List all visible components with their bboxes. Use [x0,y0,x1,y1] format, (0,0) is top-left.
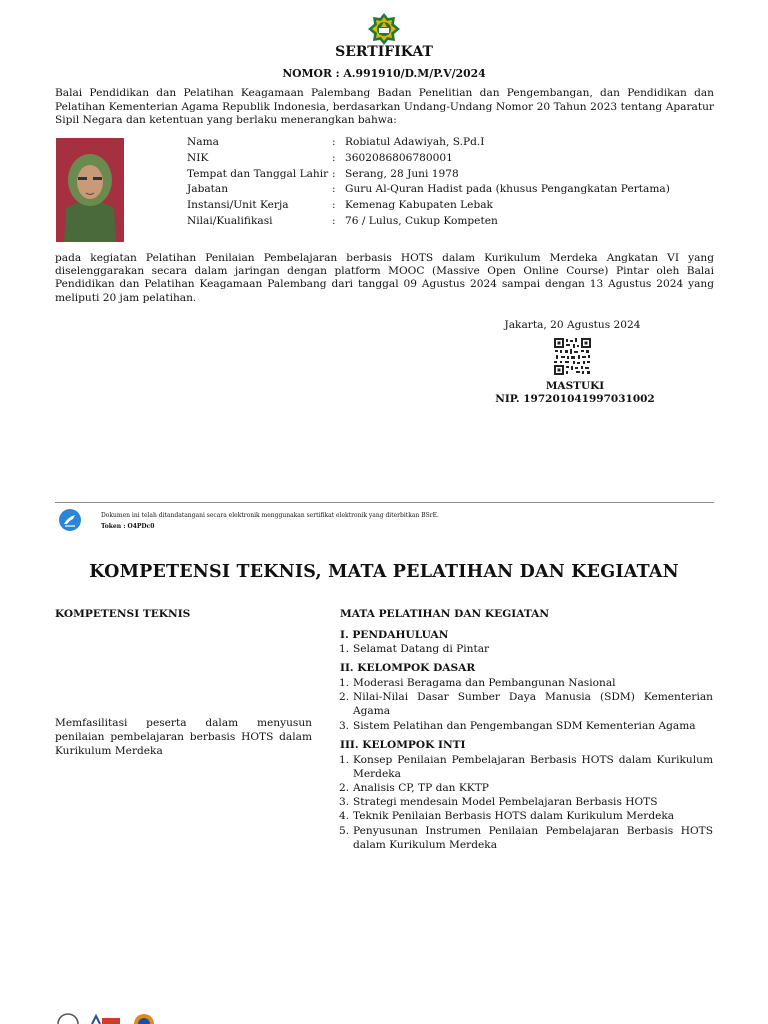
body-paragraph: pada kegiatan Pelatihan Penilaian Pembelajaran berbasis HOTS dalam Kurikulum Merdeka Angkatan VI yang diselenggarakan secara dalam jaringan dengan platform MOOC (Massive Open Online Course) Pintar oleh Balai Pendidikan dan Pelatihan Keagamaan Palembang dari tanggal 09 Agustus 2024 sampai dengan 13 Agustus 2024 yang meliputi 20 jam pelatihan. [55,252,714,304]
field-colon: : [332,168,336,180]
item-number: 4. [339,810,350,822]
item-text: Penyusunan Instrumen Penilaian Pembelajaran Berbasis HOTS dalam Kurikulum Merdeka [353,825,713,851]
field-colon: : [332,199,336,211]
section-title: KOMPETENSI TEKNIS, MATA PELATIHAN DAN KEGIATAN [89,562,679,582]
item-number: 1. [339,754,350,766]
token-text: Token : O4PDc0 [101,523,155,530]
item-text: Selamat Datang di Pintar [353,643,490,655]
item-text: Analisis CP, TP dan KKTP [353,782,489,794]
list-item [339,796,713,810]
item-text: Sistem Pelatihan dan Pengembangan SDM Kementerian Agama [353,720,696,732]
field-label-position: Jabatan [187,183,229,195]
field-value-nik: 3602086806780001 [345,152,453,164]
kemenag-emblem-icon [366,12,402,46]
item-number: 2. [339,691,350,703]
field-colon: : [332,215,336,227]
group-title: II. KELOMPOK DASAR [340,662,476,674]
item-text: Moderasi Beragama dan Pembangunan Nasional [353,677,616,689]
field-colon: : [332,136,336,148]
qr-code-icon [554,338,591,375]
certificate-title: SERTIFIKAT [335,44,433,60]
bsre-sign-icon [58,508,82,532]
field-label-score: Nilai/Kualifikasi [187,215,273,227]
field-value-birth: Serang, 28 Juni 1978 [345,168,459,180]
group-title: III. KELOMPOK INTI [340,739,466,751]
signer-name: MASTUKI [545,380,605,392]
field-label-name: Nama [187,136,219,148]
item-text: Nilai-Nilai Dasar Sumber Daya Manusia (SDM) Kementerian Agama [353,691,713,717]
list-item [339,810,713,824]
list-item [339,691,713,718]
item-text: Konsep Penilaian Pembelajaran Berbasis HOTS dalam Kurikulum Merdeka [353,754,713,780]
field-label-nik: NIK [187,152,209,164]
item-number: 5. [339,825,350,837]
participant-photo [56,138,124,242]
item-number: 3. [339,796,350,808]
intro-paragraph: Balai Pendidikan dan Pelatihan Keagamaan Palembang Badan Penelitian dan Pengembangan, dan Pendidikan dan Pelatihan Kementerian Agama Republik Indonesia, berdasarkan Undang-Undang Nomor 20 Tahun 2023 tentang Aparatur Sipil Negara dan ketentuan yang berlaku menerangkan bahwa: [55,87,714,126]
field-colon: : [332,183,336,195]
list-item [339,754,713,781]
item-number: 2. [339,782,350,794]
list-item [339,825,713,852]
item-text: Teknik Penilaian Berbasis HOTS dalam Kurikulum Merdeka [353,810,675,822]
item-number: 3. [339,720,350,732]
field-label-agency: Instansi/Unit Kerja [187,199,289,211]
page-divider [55,502,714,503]
group-title: I. PENDAHULUAN [340,629,449,641]
footer-logos-icon [56,1012,166,1024]
competency-header: KOMPETENSI TEKNIS [55,608,191,620]
item-text: Strategi mendesain Model Pembelajaran Berbasis HOTS [353,796,658,808]
competency-text: Memfasilitasi peserta dalam menyusun penilaian pembelajaran berbasis HOTS dalam Kurikulum Merdeka [55,717,312,757]
courses-header: MATA PELATIHAN DAN KEGIATAN [340,608,550,620]
field-value-agency: Kemenag Kabupaten Lebak [345,199,493,211]
item-number: 1. [339,643,350,655]
list-item [339,720,713,734]
list-item [339,643,713,657]
field-label-birth: Tempat dan Tanggal Lahir [187,168,329,180]
item-number: 1. [339,677,350,689]
field-value-position: Guru Al-Quran Hadist pada (khusus Pengangkatan Pertama) [345,183,670,195]
field-value-name: Robiatul Adawiyah, S.Pd.I [345,136,485,148]
list-item [339,782,713,796]
esign-note: Dokumen ini telah ditandatangani secara elektronik menggunakan sertifikat elektronik yang diterbitkan BSrE. [101,512,439,519]
list-item [339,677,713,691]
field-colon: : [332,152,336,164]
certificate-number: NOMOR : A.991910/D.M/P.V/2024 [282,67,486,80]
signer-nip: NIP. 197201041997031002 [495,393,655,405]
place-date: Jakarta, 20 Agustus 2024 [504,319,641,331]
field-value-score: 76 / Lulus, Cukup Kompeten [345,215,498,227]
